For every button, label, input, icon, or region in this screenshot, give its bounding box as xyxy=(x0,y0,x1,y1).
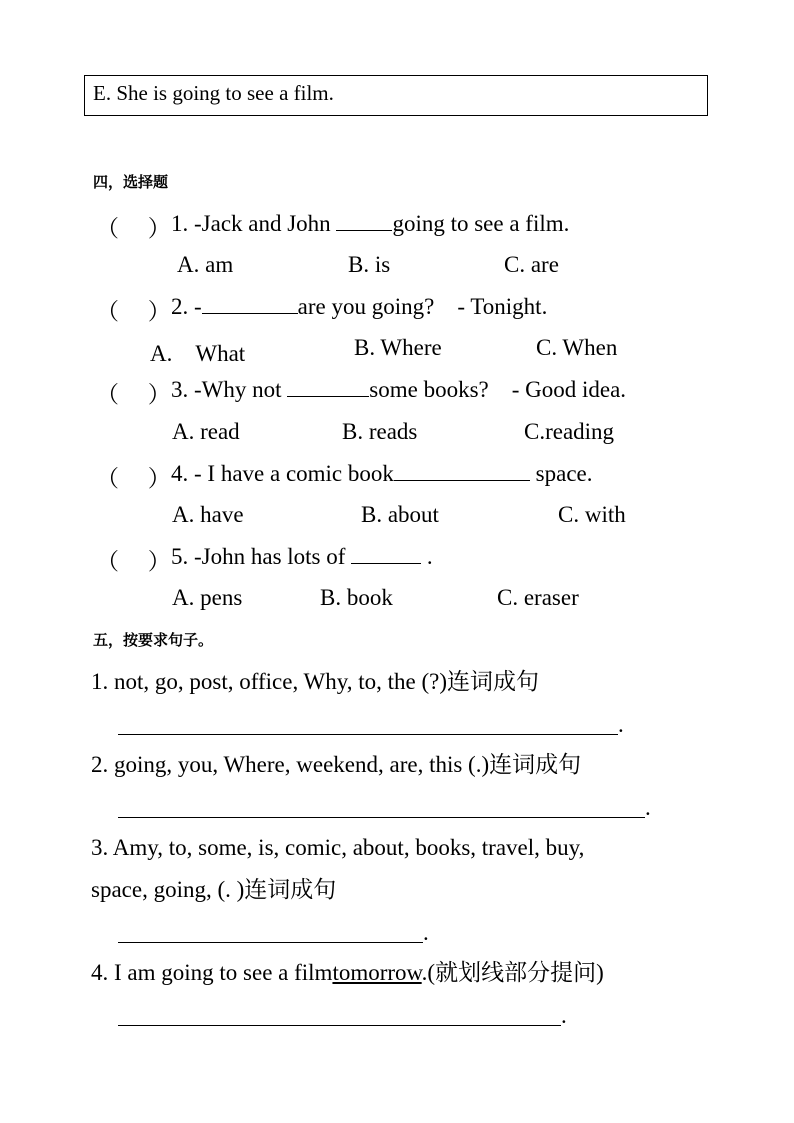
q1-option-b: B. is xyxy=(348,252,391,277)
q2-blank[interactable] xyxy=(202,293,298,314)
q5-blank[interactable] xyxy=(351,543,421,564)
q4-option-c: C. with xyxy=(558,502,626,527)
q5-option-a: A. pens xyxy=(172,585,243,610)
s5-period-2: . xyxy=(645,795,651,820)
s5-answer-line-3[interactable] xyxy=(118,942,423,943)
s5-period-1: . xyxy=(618,712,624,737)
q3-option-a: A. read xyxy=(172,419,240,444)
q4-text: 4. - I have a comic book space. xyxy=(171,461,593,486)
s5-item-3: 3. Amy, to, some, is, comic, about, books, travel, buy, xyxy=(91,835,585,860)
answer-box xyxy=(84,75,708,116)
s5-answer-line-4[interactable] xyxy=(118,1025,561,1026)
q4-blank[interactable] xyxy=(394,460,530,481)
q3-option-b: B. reads xyxy=(342,419,418,444)
s5-answer-line-2[interactable] xyxy=(118,817,645,818)
q5-text: 5. -John has lots of . xyxy=(171,544,433,569)
q5-option-b: B. book xyxy=(320,585,393,610)
q1-paren: （ ） xyxy=(96,216,171,241)
section4-title: 四，选择题 xyxy=(93,173,169,191)
q2-option-a: A. What xyxy=(150,341,246,366)
q2-option-c: C. When xyxy=(536,335,618,360)
q3-option-c: C.reading xyxy=(524,419,615,444)
box-text: E. She is going to see a film. xyxy=(93,81,334,105)
section5-title: 五，按要求句子。 xyxy=(93,631,214,649)
s5-answer-line-1[interactable] xyxy=(118,734,618,735)
s5-item-4: 4. I am going to see a filmtomorrow.(就划线部分提问) xyxy=(91,960,604,985)
q3-blank[interactable] xyxy=(287,376,369,397)
q4-paren: （ ） xyxy=(96,466,171,491)
q2-text: 2. - are you going? - Tonight. xyxy=(171,294,548,319)
q1-text: 1. -Jack and John going to see a film. xyxy=(171,211,570,236)
q5-paren: （ ） xyxy=(96,549,171,574)
s5-item-1: 1. not, go, post, office, Why, to, the (?)连词成句 xyxy=(91,669,540,694)
q2-paren: （ ） xyxy=(96,299,171,324)
q2-option-b: B. Where xyxy=(354,335,442,360)
q1-option-c: C. are xyxy=(504,252,559,277)
q1-option-a: A. am xyxy=(177,252,234,277)
q4-option-b: B. about xyxy=(361,502,439,527)
s5-period-3: . xyxy=(423,920,429,945)
s5-item-3-cont: space, going, (. )连词成句 xyxy=(91,877,337,902)
q5-option-c: C. eraser xyxy=(497,585,579,610)
s5-item-2: 2. going, you, Where, weekend, are, this (.)连词成句 xyxy=(91,752,582,777)
q3-text: 3. -Why not some books? - Good idea. xyxy=(171,377,627,402)
q3-paren: （ ） xyxy=(96,382,171,407)
q4-option-a: A. have xyxy=(172,502,244,527)
q1-blank[interactable] xyxy=(336,210,392,231)
underlined-word: tomorrow xyxy=(332,960,422,985)
s5-period-4: . xyxy=(561,1003,567,1028)
